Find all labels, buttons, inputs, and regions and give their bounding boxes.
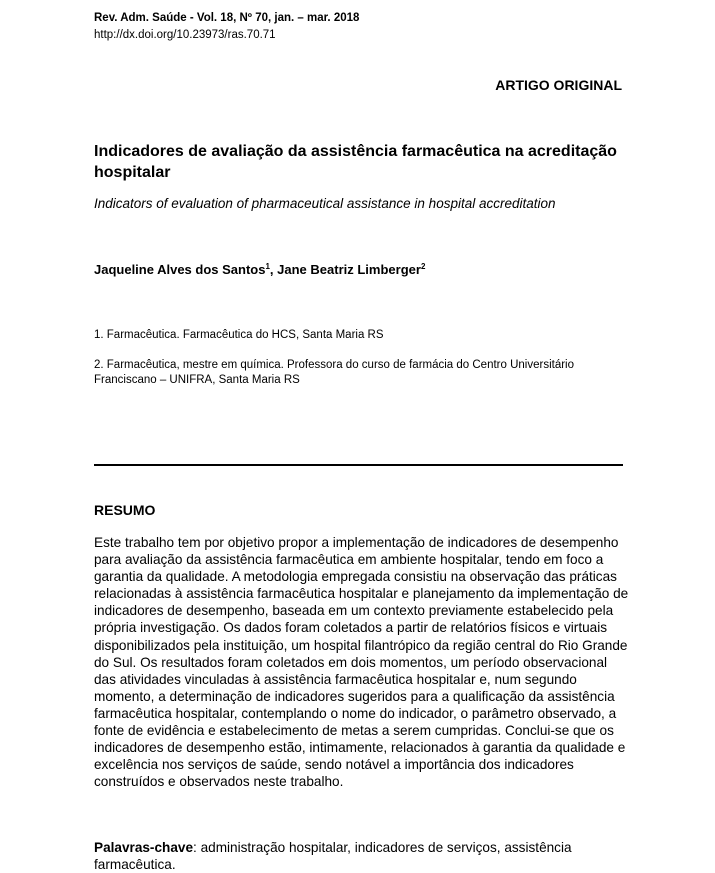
article-type-label: ARTIGO ORIGINAL <box>495 77 622 93</box>
article-title-english: Indicators of evaluation of pharmaceutical assistance in hospital accreditation <box>94 196 556 211</box>
abstract-heading: RESUMO <box>94 502 156 518</box>
author-list <box>94 262 425 277</box>
abstract-body: Este trabalho tem por objetivo propor a implementação de indicadores de desempenho para avaliação da assistência farmacêutica em ambiente hospitalar, tendo em foco a garantia da qualidade. A metodologia empregada consistiu na observação das práticas relacionadas à assistência farmacêutica hospitalar e planejamento da implementação de indicadores de desempenho, baseada em um contexto previamente estabelecido pela própria investigação. Os dados foram coletados a partir de relatórios físicos e virtuais disponibilizados pela instituição, um hospital filantrópico da região central do Rio Grande do Sul. Os resultados foram coletados em dois momentos, um período observacional das atividades vinculadas à assistência farmacêutica hospitalar e, num segundo momento, a determinação de indicadores sugeridos para a qualificação da assistência farmacêutica hospitalar, contemplando o nome do indicador, o parâmetro observado, a fonte de evidência e estabelecimento de metas a serem cumpridas. Conclui-se que os indicadores de desempenho estão, intimamente, relacionados à garantia da qualidade e excelência nos serviços de saúde, sendo notável a importância dos indicadores construídos e observados neste trabalho. <box>94 535 629 790</box>
keywords-list: : administração hospitalar, indicadores de serviços, assistência farmacêutica. <box>94 840 572 873</box>
keywords-label: Palavras-chave <box>94 840 194 855</box>
affiliation-1: 1. Farmacêutica. Farmacêutica do HCS, Santa Maria RS <box>94 329 384 341</box>
author-name: Jaqueline Alves dos Santos <box>94 262 266 277</box>
journal-citation: Rev. Adm. Saúde - Vol. 18, Nº 70, jan. – mar. 2018 <box>94 12 360 24</box>
author-affiliation-marker: 1 <box>265 262 270 271</box>
author-affiliation-marker: 2 <box>420 262 426 271</box>
affiliation-2: 2. Farmacêutica, mestre em química. Professora do curso de farmácia do Centro Universitário Franciscano – UNIFRA, Santa Maria RS <box>94 359 574 386</box>
author-name: Jane Beatriz Limberger <box>277 262 421 277</box>
author-separator: , <box>269 262 278 277</box>
doi-link[interactable]: http://dx.doi.org/10.23973/ras.70.71 <box>94 29 276 41</box>
article-title: Indicadores de avaliação da assistência farmacêutica na acreditação hospitalar <box>94 143 617 181</box>
keywords-paragraph <box>94 839 629 873</box>
section-divider <box>94 464 623 466</box>
